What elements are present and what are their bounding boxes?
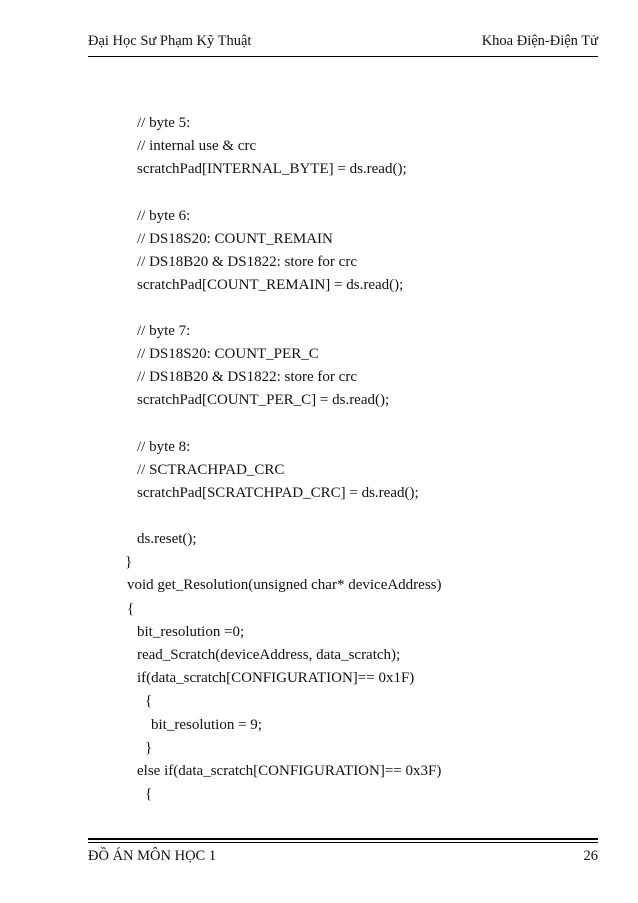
code-line: scratchPad[SCRATCHPAD_CRC] = ds.read(); bbox=[137, 485, 419, 501]
code-line: } bbox=[145, 740, 153, 756]
code-line: { bbox=[127, 601, 135, 617]
code-line: scratchPad[COUNT_PER_C] = ds.read(); bbox=[137, 392, 390, 408]
footer-divider-thin bbox=[88, 842, 598, 843]
code-line: // DS18B20 & DS1822: store for crc bbox=[137, 369, 357, 385]
code-line: // byte 6: bbox=[137, 208, 191, 224]
code-line: // DS18S20: COUNT_REMAIN bbox=[137, 231, 333, 247]
code-line: // SCTRACHPAD_CRC bbox=[137, 462, 285, 478]
code-line: void get_Resolution(unsigned char* deviceAddress) bbox=[127, 577, 442, 593]
code-line: ds.reset(); bbox=[137, 531, 197, 547]
code-line: bit_resolution = 9; bbox=[151, 717, 262, 733]
code-line: } bbox=[125, 554, 133, 570]
code-line: scratchPad[COUNT_REMAIN] = ds.read(); bbox=[137, 277, 404, 293]
university-name: Đại Học Sư Phạm Kỹ Thuật bbox=[88, 33, 252, 49]
code-line: read_Scratch(deviceAddress, data_scratch); bbox=[137, 647, 401, 663]
page-footer bbox=[88, 848, 598, 870]
code-line: { bbox=[145, 786, 153, 802]
course-title: ĐỒ ÁN MÔN HỌC 1 bbox=[88, 848, 217, 864]
page-number: 26 bbox=[583, 848, 598, 864]
code-line: // byte 7: bbox=[137, 323, 191, 339]
code-line: // byte 5: bbox=[137, 115, 191, 131]
code-line: scratchPad[INTERNAL_BYTE] = ds.read(); bbox=[137, 161, 407, 177]
code-line: { bbox=[145, 693, 153, 709]
code-line: // byte 8: bbox=[137, 439, 191, 455]
code-line: // DS18B20 & DS1822: store for crc bbox=[137, 254, 357, 270]
code-line: else if(data_scratch[CONFIGURATION]== 0x3F) bbox=[137, 763, 442, 779]
code-line: bit_resolution =0; bbox=[137, 624, 245, 640]
footer-divider-thick bbox=[88, 838, 598, 840]
code-line: if(data_scratch[CONFIGURATION]== 0x1F) bbox=[137, 670, 415, 686]
faculty-name: Khoa Điện-Điện Tử bbox=[481, 33, 598, 49]
code-line: // internal use & crc bbox=[137, 138, 257, 154]
code-line: // DS18S20: COUNT_PER_C bbox=[137, 346, 319, 362]
